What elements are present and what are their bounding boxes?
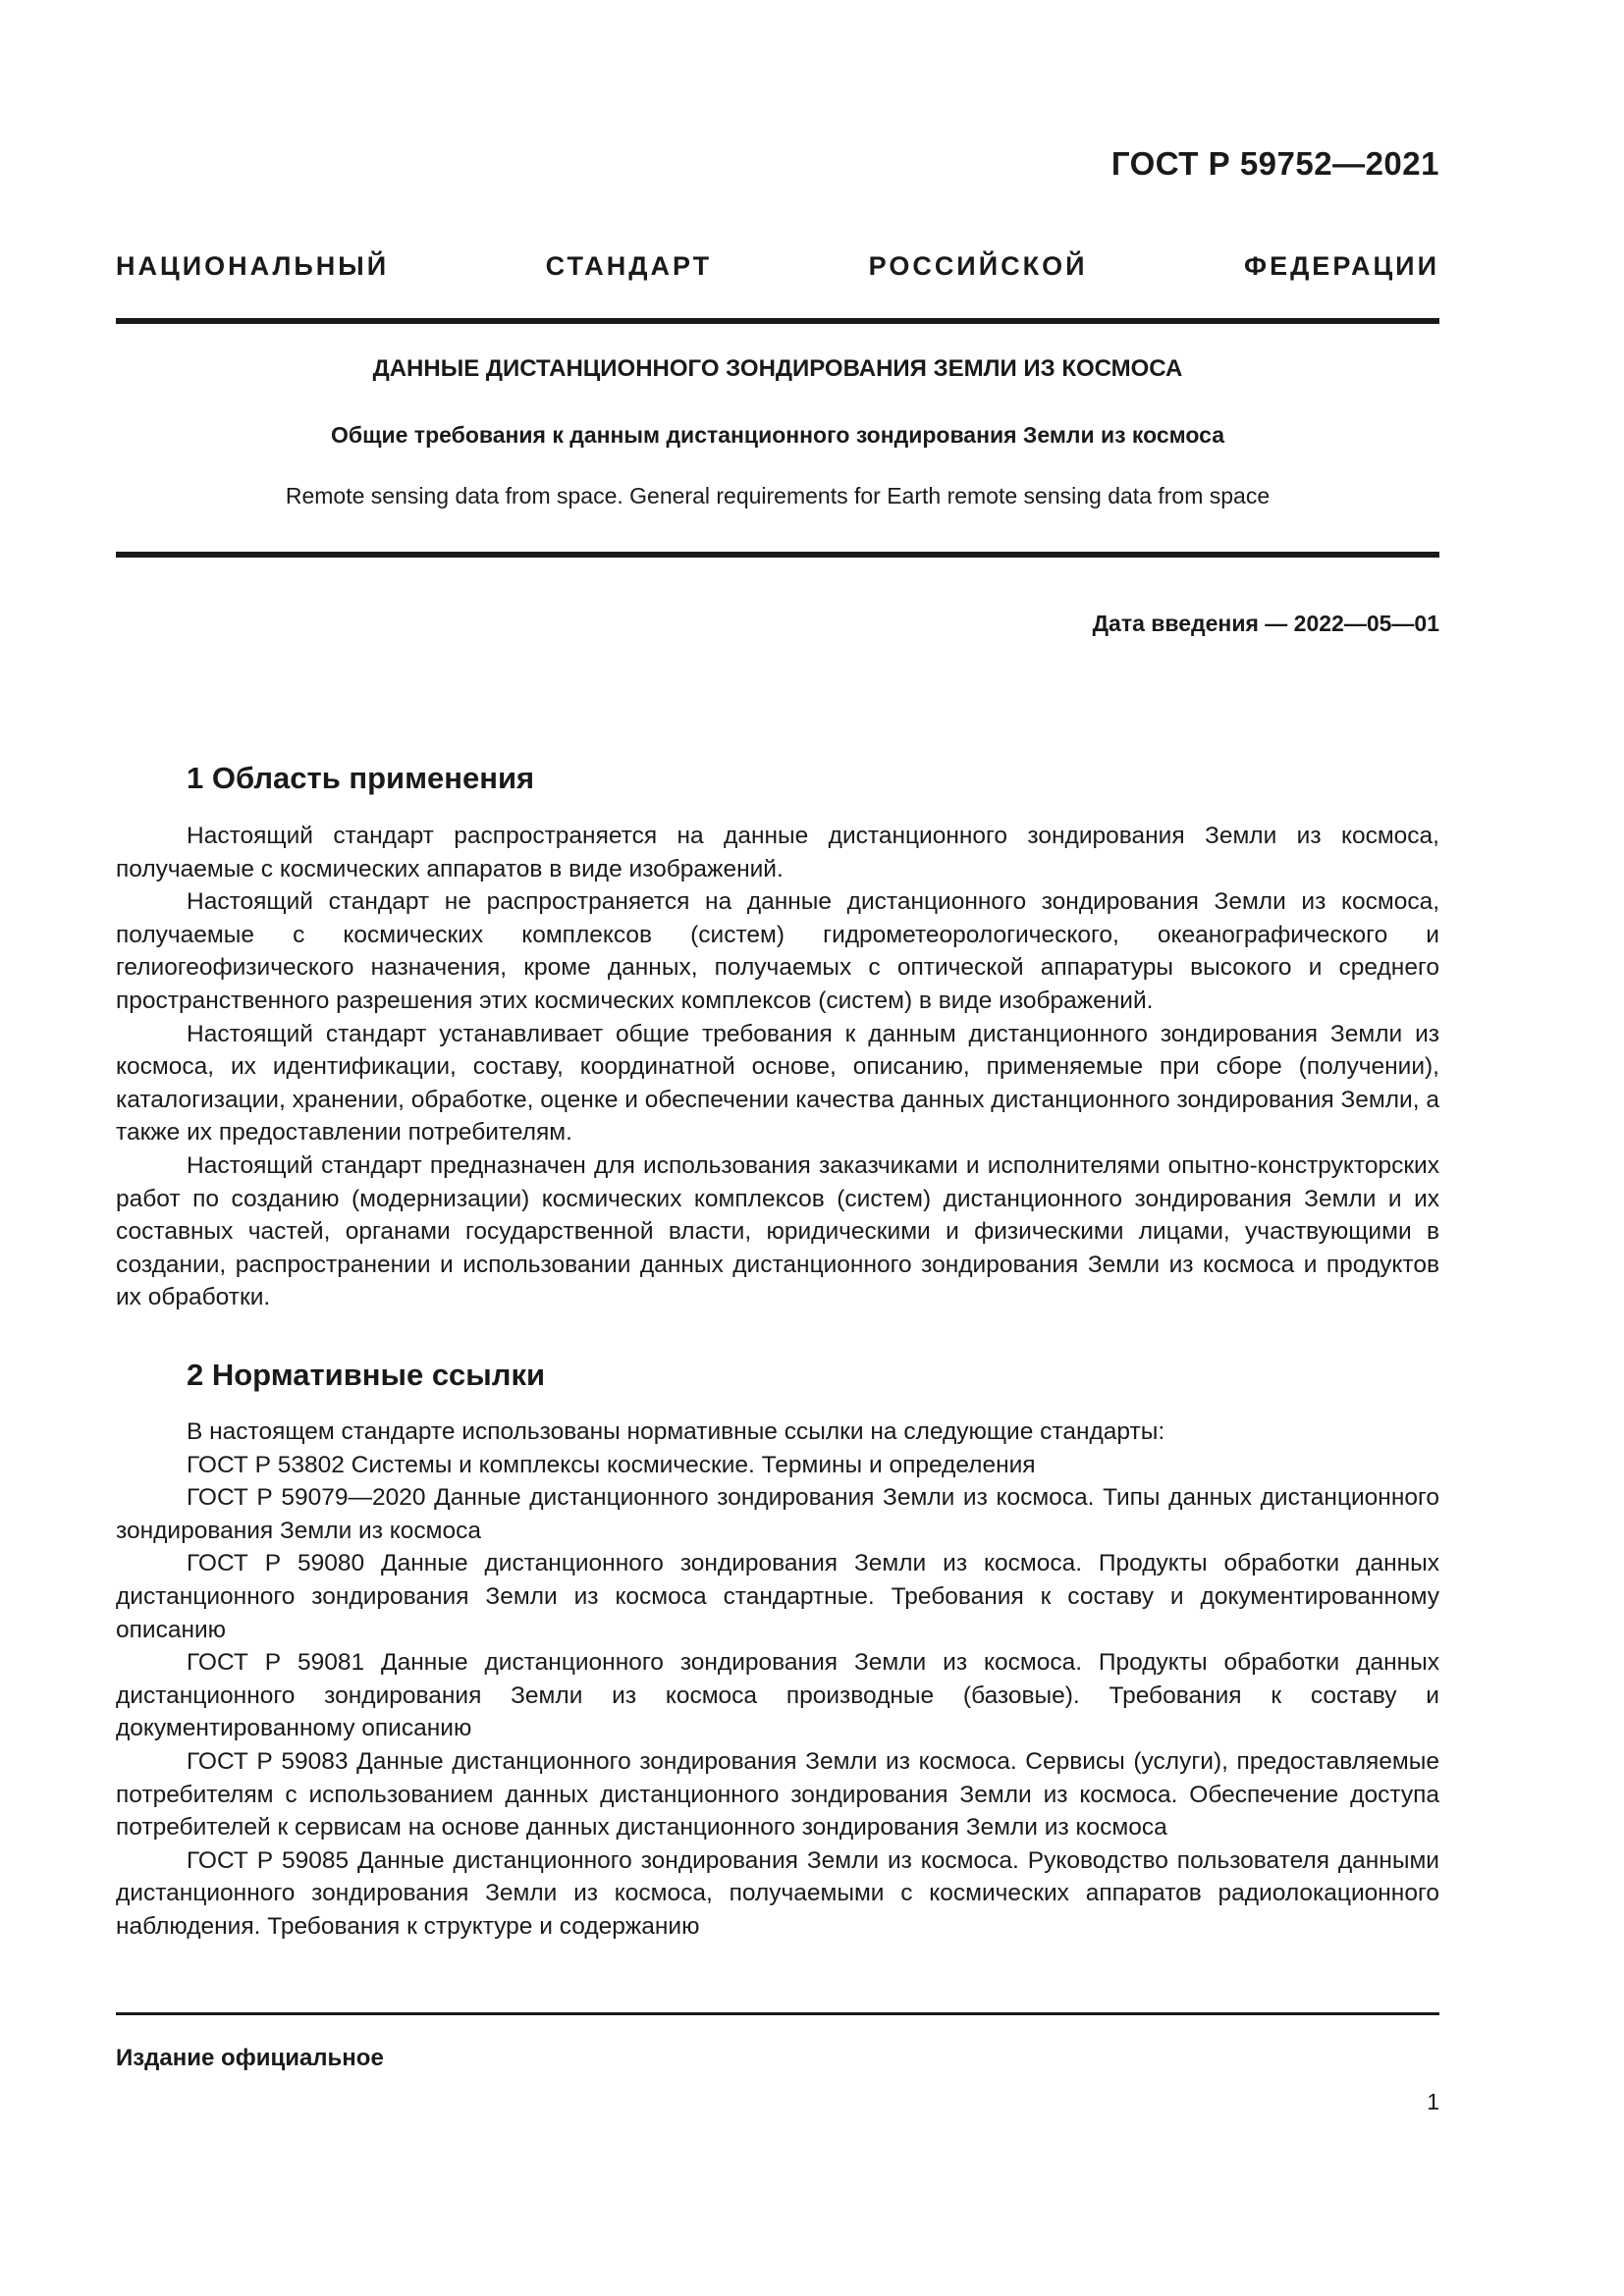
paragraph: В настоящем стандарте использованы нормативные ссылки на следующие стандарты:: [187, 1418, 1165, 1445]
paragraph: Настоящий стандарт предназначен для использования заказчиками и исполнителями опытно-конструкторских работ по созданию (модернизации) космических комплексов (систем) дистанционного зондирования Земли и их составных частей, органами государственной власти, юридическими и физическими лицами, участвующими в создании, распространении и использовании данных дистанционного зондирования Земли из космоса и продуктов их обработки.: [116, 1151, 1439, 1311]
reference-item: ГОСТ Р 59079—2020 Данные дистанционного зондирования Земли из космоса. Типы данных дистанционного зондирования Земли из космоса: [116, 1484, 1439, 1544]
document-main-title: ДАННЫЕ ДИСТАНЦИОННОГО ЗОНДИРОВАНИЯ ЗЕМЛИ ИЗ КОСМОСА: [372, 355, 1183, 382]
section-2-body: [116, 1415, 1439, 1944]
paragraph: Настоящий стандарт устанавливает общие требования к данным дистанционного зондирования Земли из космоса, их идентификации, составу, координатной основе, описанию, применяемые при сборе (получении), каталогизации, хранении, обработке, оценке и обеспечении качества данных дистанционного зондирования Земли, а также их предоставлении потребителям.: [116, 1020, 1439, 1147]
document-page: [116, 0, 1439, 2296]
introduction-date: Дата введения — 2022—05—01: [1092, 611, 1439, 636]
paragraph: Настоящий стандарт не распространяется на данные дистанционного зондирования Земли из космоса, получаемые с космических комплексов (систем) гидрометеорологического, океанографического и гелиогеофизического назначения, кроме данных, получаемых с оптической аппаратуры высокого и среднего пространственного разрешения этих космических комплексов (систем) в виде изображений.: [116, 888, 1439, 1014]
title-bottom-rule: [116, 552, 1439, 558]
page-number: 1: [1427, 2089, 1439, 2114]
section-2-heading: 2 Нормативные ссылки: [187, 1358, 546, 1392]
national-standard-title: НАЦИОНАЛЬНЫЙ СТАНДАРТ РОССИЙСКОЙ ФЕДЕРАЦИИ: [116, 251, 1439, 281]
footer-rule: [116, 2012, 1439, 2015]
reference-item: ГОСТ Р 59083 Данные дистанционного зондирования Земли из космоса. Сервисы (услуги), предоставляемые потребителям с использованием данных дистанционного зондирования Земли из космоса. Обеспечение доступа потребителей к сервисам на основе данных дистанционного зондирования Земли из космоса: [116, 1747, 1439, 1842]
reference-item: ГОСТ Р 53802 Системы и комплексы космические. Термины и определения: [187, 1451, 1036, 1478]
section-1-heading: 1 Область применения: [187, 761, 535, 795]
section-1-body: [116, 820, 1439, 1314]
document-english-title: Remote sensing data from space. General requirements for Earth remote sensing data from space: [285, 483, 1271, 508]
reference-item: ГОСТ Р 59080 Данные дистанционного зондирования Земли из космоса. Продукты обработки данных дистанционного зондирования Земли из космоса стандартные. Требования к составу и документированному описанию: [116, 1550, 1439, 1643]
edition-label: Издание официальное: [116, 2045, 384, 2071]
top-rule: [116, 318, 1439, 324]
standard-designation: ГОСТ Р 59752—2021: [1110, 145, 1439, 182]
document-subtitle: Общие требования к данным дистанционного зондирования Земли из космоса: [330, 422, 1225, 448]
reference-item: ГОСТ Р 59081 Данные дистанционного зондирования Земли из космоса. Продукты обработки данных дистанционного зондирования Земли из космоса производные (базовые). Требования к составу и документированному описанию: [116, 1649, 1439, 1742]
reference-item: ГОСТ Р 59085 Данные дистанционного зондирования Земли из космоса. Руководство пользователя данными дистанционного зондирования Земли из космоса, получаемыми с космических аппаратов радиолокационного наблюдения. Требования к структуре и содержанию: [116, 1846, 1439, 1940]
paragraph: Настоящий стандарт распространяется на данные дистанционного зондирования Земли из космоса, получаемые с космических аппаратов в виде изображений.: [116, 823, 1439, 882]
